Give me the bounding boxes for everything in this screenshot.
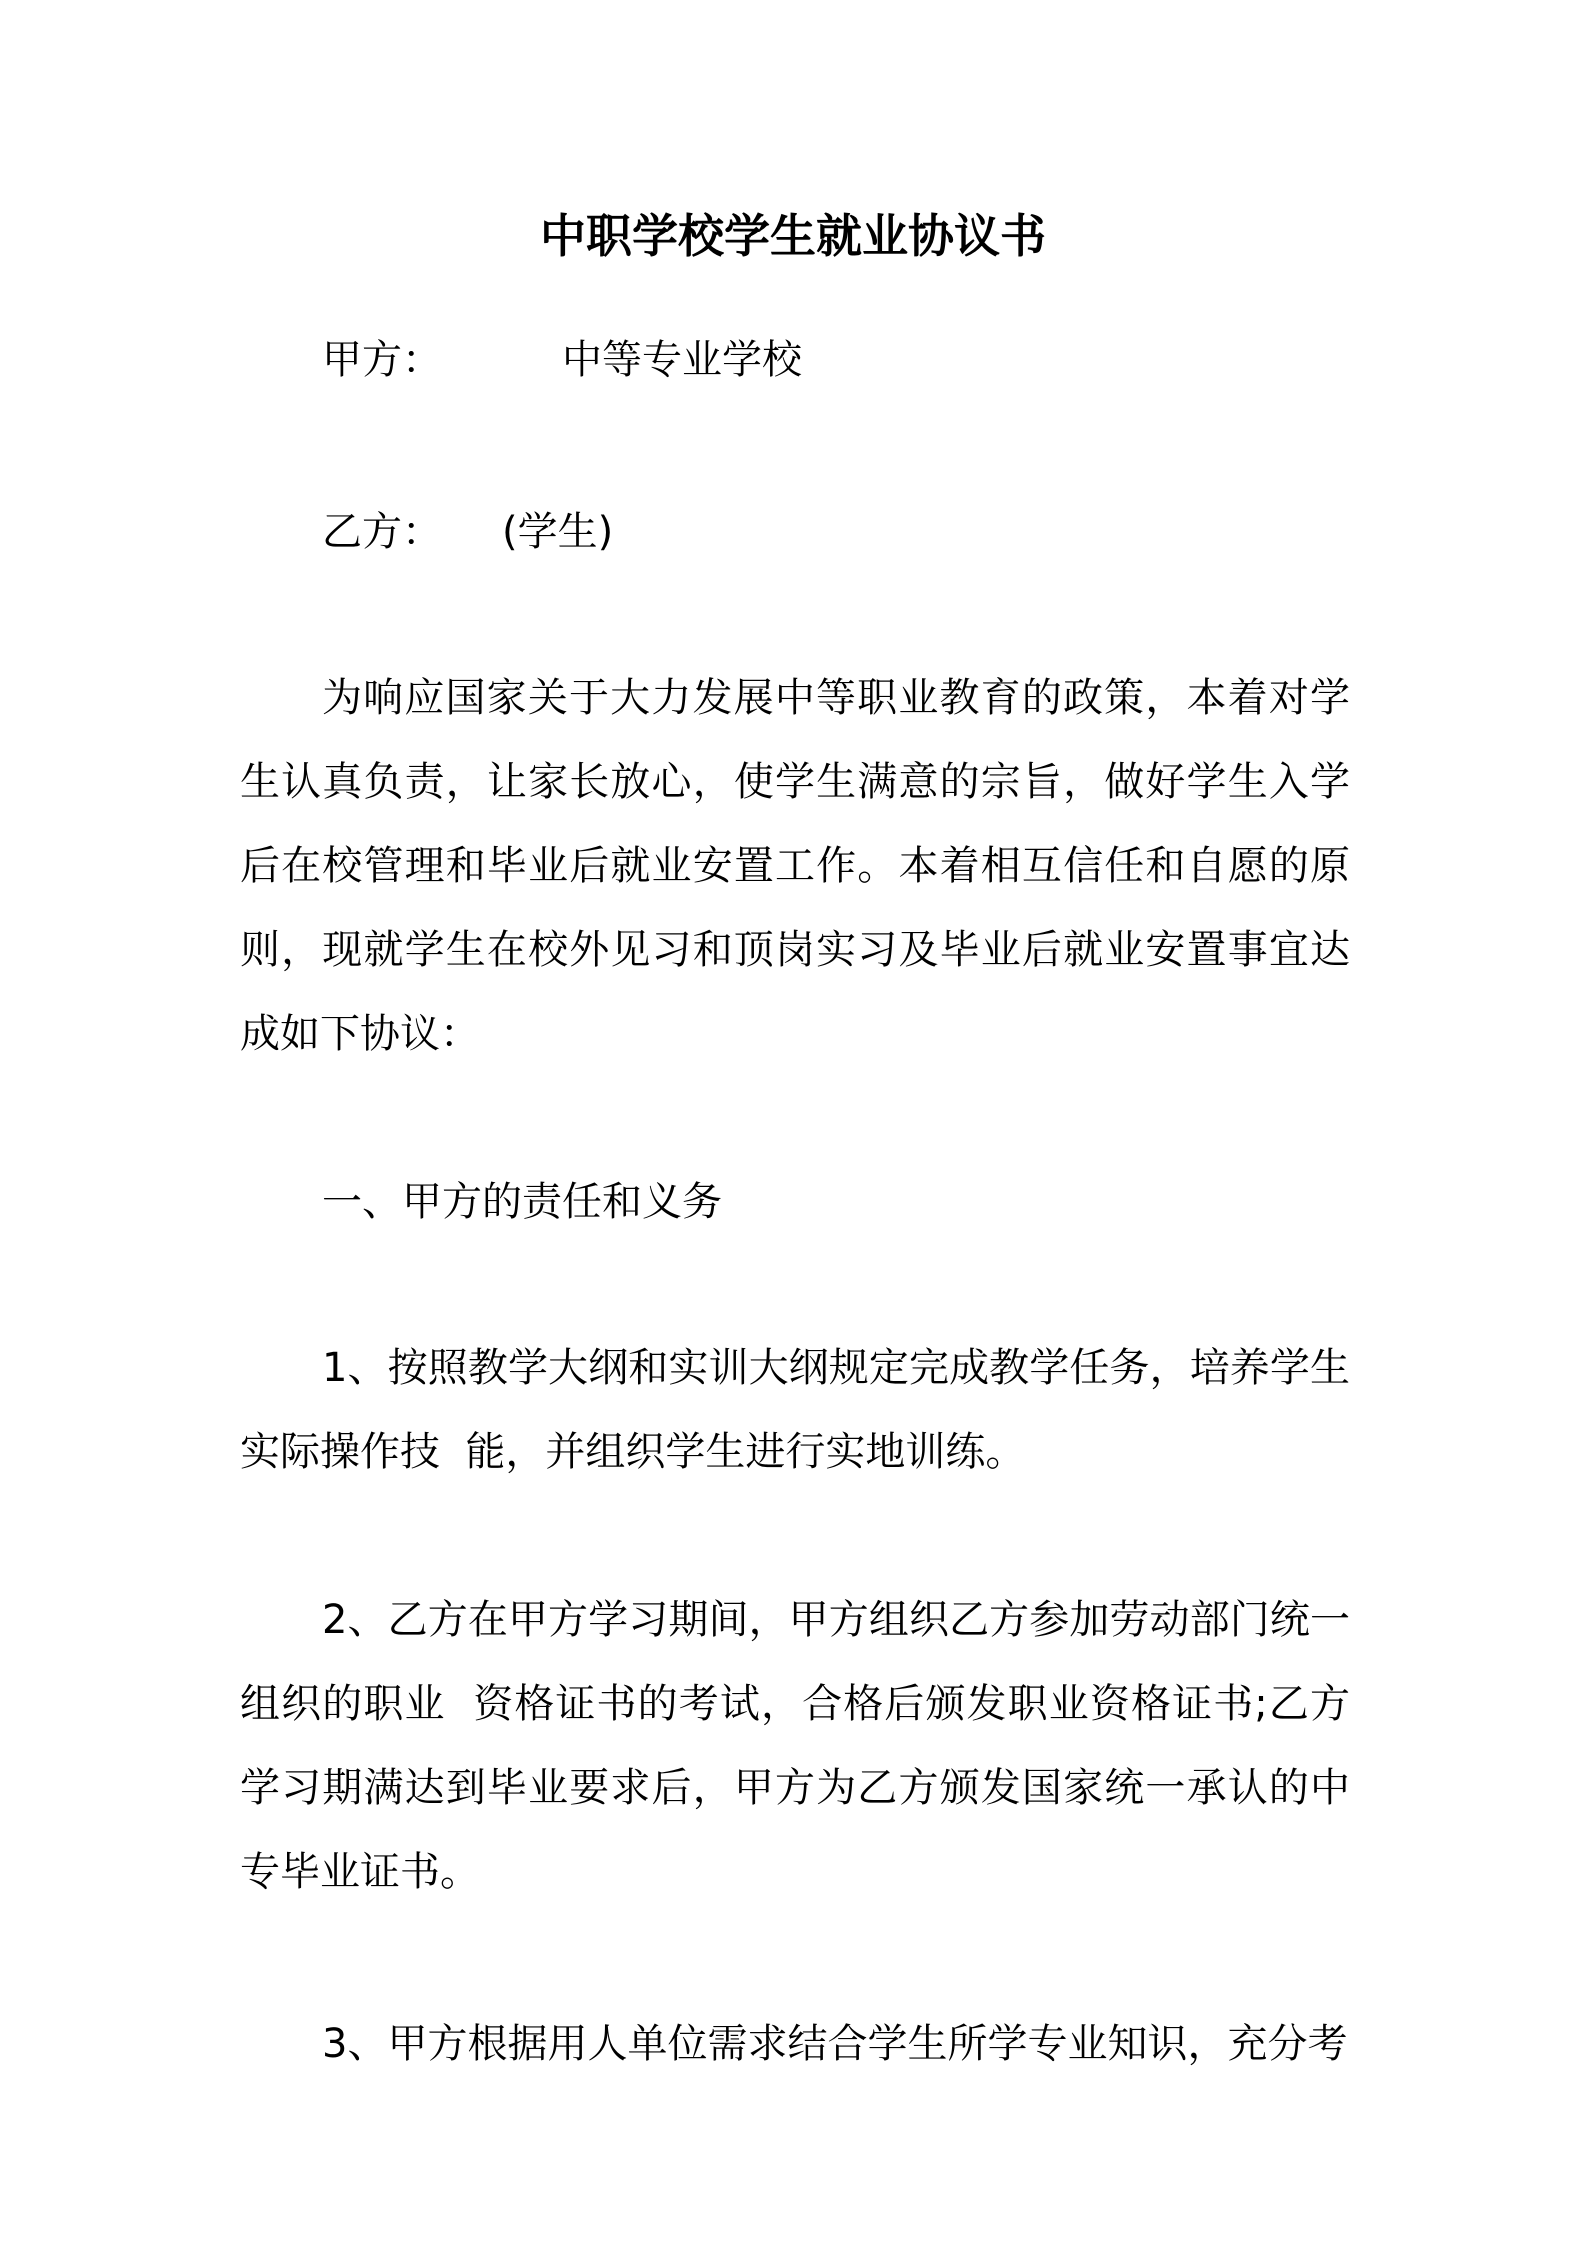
party-a-value: 中等专业学校 [562, 337, 802, 383]
party-a-line [322, 332, 802, 388]
party-a-label: 甲方： [322, 337, 442, 383]
party-b-value: (学生) [502, 509, 614, 555]
preamble-paragraph: 为响应国家关于大力发展中等职业教育的政策，本着对学生认真负责，让家长放心，使学生满意的宗旨，做好学生入学后在校管理和毕业后就业安置工作。本着相互信任和自愿的原则，现就学生在校外见习和顶岗实习及毕业后就业安置事宜达成如下协议： [240, 675, 1350, 1057]
clause-2-paragraph: 2、乙方在甲方学习期间，甲方组织乙方参加劳动部门统一组织的职业 资格证书的考试，合格后颁发职业资格证书;乙方学习期满达到毕业要求后，甲方为乙方颁发国家统一承认的中专毕业证书。 [240, 1597, 1350, 1895]
clause-3-paragraph: 3、甲方根据用人单位需求结合学生所学专业知识，充分考 [322, 2021, 1348, 2067]
party-b-label: 乙方： [322, 509, 442, 555]
party-b-line [322, 504, 614, 560]
clause-1-paragraph: 1、按照教学大纲和实训大纲规定完成教学任务，培养学生实际操作技 能，并组织学生进行实地训练。 [240, 1345, 1350, 1475]
section-heading-party-a-duties: 一、甲方的责任和义务 [322, 1179, 722, 1225]
document-title: 中职学校学生就业协议书 [540, 209, 1046, 263]
